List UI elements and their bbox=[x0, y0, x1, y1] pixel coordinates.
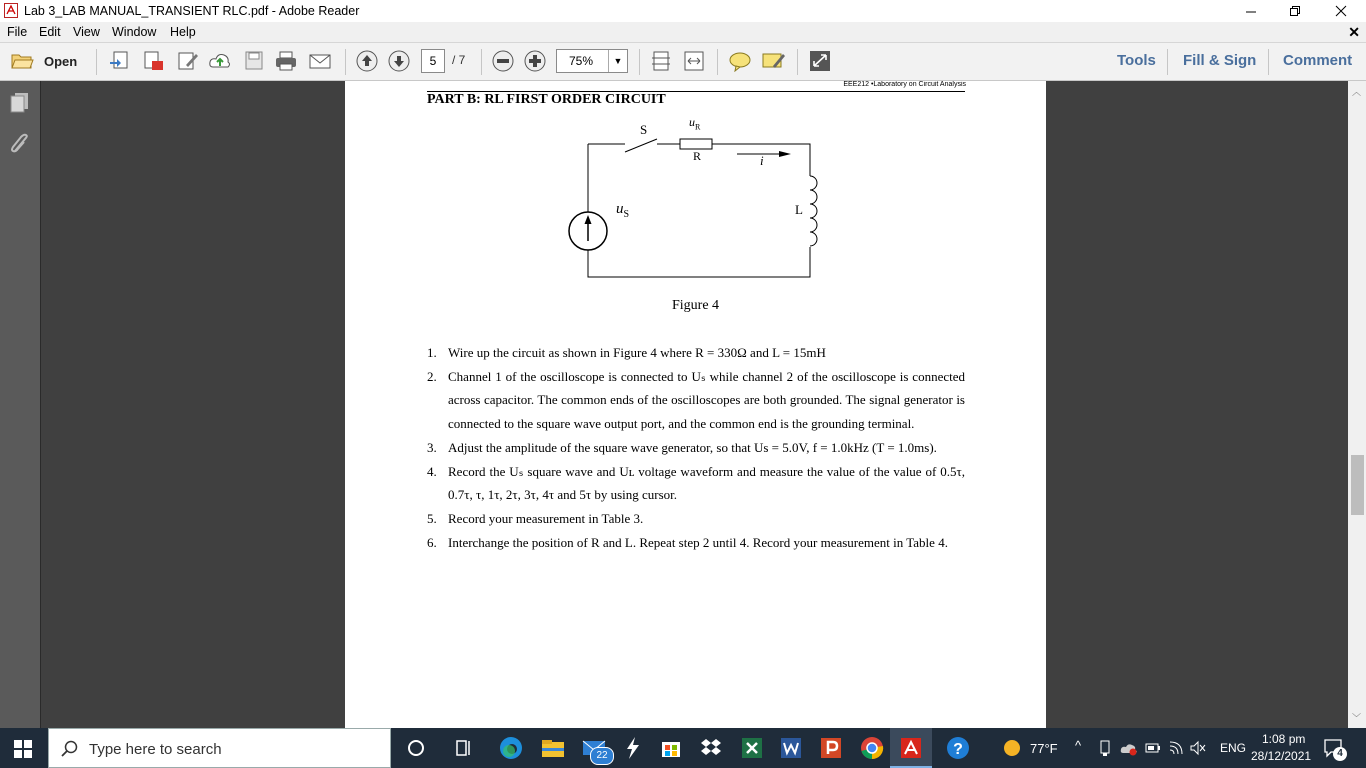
scrollbar-thumb[interactable] bbox=[1351, 455, 1364, 515]
toolbar-separator bbox=[797, 49, 798, 75]
page-total-label: / 7 bbox=[452, 53, 466, 67]
next-page-icon[interactable] bbox=[387, 50, 411, 72]
toolbar-separator bbox=[96, 49, 97, 75]
scroll-down-icon[interactable]: ﹀ bbox=[1352, 713, 1362, 723]
highlight-text-icon[interactable] bbox=[761, 50, 785, 72]
step-text: Record the Uₛ square wave and Uʟ voltage waveform and measure the value of the value of 0.5τ, 0.7τ, τ, 1τ, 2τ, 3τ, 4τ and 5τ by using cursor. bbox=[448, 463, 965, 503]
restore-button[interactable] bbox=[1272, 0, 1318, 22]
switch-label: S bbox=[640, 122, 648, 137]
inductor-symbol bbox=[810, 176, 817, 246]
search-placeholder: Type here to search bbox=[89, 741, 222, 758]
title-bar bbox=[0, 0, 1366, 22]
help-icon[interactable] bbox=[944, 734, 972, 762]
step-number: 2. bbox=[427, 368, 437, 384]
page-thumbnails-icon[interactable] bbox=[9, 91, 31, 113]
vertical-scrollbar[interactable] bbox=[1348, 81, 1366, 728]
close-icon bbox=[1335, 5, 1347, 17]
step-number: 6. bbox=[427, 534, 437, 550]
navigation-pane bbox=[0, 81, 41, 728]
source-voltage-symbol: u bbox=[616, 201, 624, 217]
toolbar-separator bbox=[481, 49, 482, 75]
step-text: Interchange the position of R and L. Repeat step 2 until 4. Record your measurement in Table 4. bbox=[448, 534, 948, 550]
step-number: 3. bbox=[427, 439, 437, 455]
search-icon bbox=[61, 740, 79, 758]
source-voltage-label bbox=[616, 201, 629, 220]
chevron-down-icon[interactable]: ▼ bbox=[608, 50, 627, 72]
svg-text:?: ? bbox=[953, 741, 963, 758]
list-item bbox=[427, 531, 965, 555]
save-icon[interactable] bbox=[242, 50, 266, 72]
onedrive-icon[interactable] bbox=[1120, 740, 1138, 756]
fit-width-icon[interactable] bbox=[682, 50, 706, 72]
edit-pdf-icon[interactable] bbox=[176, 50, 200, 72]
close-window-button[interactable] bbox=[1318, 0, 1364, 22]
attachments-paperclip-icon[interactable] bbox=[9, 133, 31, 155]
current-label: i bbox=[760, 153, 764, 168]
scroll-up-icon[interactable]: ︿ bbox=[1352, 87, 1362, 97]
comment-pane-link[interactable]: Comment bbox=[1283, 52, 1353, 69]
list-item bbox=[427, 365, 965, 436]
zoom-select[interactable] bbox=[556, 49, 628, 73]
powerpoint-icon[interactable] bbox=[817, 734, 845, 762]
weather-temperature[interactable]: 77°F bbox=[1030, 741, 1058, 756]
excel-icon[interactable] bbox=[738, 734, 766, 762]
create-pdf-icon[interactable] bbox=[108, 50, 132, 72]
windows-taskbar bbox=[0, 728, 1366, 768]
previous-page-icon[interactable] bbox=[355, 50, 379, 72]
menu-help[interactable]: Help bbox=[170, 25, 196, 39]
pdf-page bbox=[345, 81, 1046, 728]
menu-view[interactable]: View bbox=[73, 25, 100, 39]
close-document-icon[interactable]: ✕ bbox=[1348, 24, 1360, 40]
minimize-icon bbox=[1245, 5, 1257, 17]
notification-count-badge: 4 bbox=[1333, 747, 1347, 761]
chevron-up-icon[interactable]: ^ bbox=[1075, 738, 1082, 753]
step-text: Record your measurement in Table 3. bbox=[448, 510, 644, 526]
battery-icon[interactable] bbox=[1145, 742, 1161, 754]
list-item bbox=[427, 460, 965, 507]
toolbar-separator bbox=[1268, 49, 1269, 75]
step-text: Adjust the amplitude of the square wave generator, so that Us = 5.0V, f = 1.0kHz (T = 1.0ms). bbox=[448, 439, 937, 455]
clock-date[interactable]: 28/12/2021 bbox=[1251, 749, 1312, 763]
toolbar-separator bbox=[717, 49, 718, 75]
wire bbox=[588, 247, 810, 277]
resistor-label: R bbox=[693, 149, 702, 163]
list-item bbox=[427, 507, 965, 531]
resistor-symbol bbox=[680, 139, 712, 149]
toolbar-separator bbox=[345, 49, 346, 75]
restore-icon bbox=[1289, 5, 1301, 17]
procedure-list bbox=[427, 341, 965, 554]
clock-time[interactable]: 1:08 pm bbox=[1262, 732, 1306, 746]
usb-device-icon[interactable] bbox=[1098, 739, 1112, 757]
section-title: PART B: RL FIRST ORDER CIRCUIT bbox=[427, 92, 666, 107]
weather-sun-icon[interactable] bbox=[1002, 738, 1022, 758]
adobe-reader-app-icon bbox=[4, 3, 18, 18]
fit-page-icon[interactable] bbox=[649, 50, 673, 72]
toolbar-separator bbox=[639, 49, 640, 75]
list-item bbox=[427, 436, 965, 460]
full-screen-icon[interactable] bbox=[808, 50, 832, 72]
speaker-muted-icon[interactable] bbox=[1190, 740, 1206, 756]
task-view-icon[interactable] bbox=[450, 734, 478, 762]
toolbar-separator bbox=[1167, 49, 1168, 75]
wifi-icon[interactable] bbox=[1168, 740, 1184, 756]
inductor-label: L bbox=[795, 202, 803, 217]
step-text: Wire up the circuit as shown in Figure 4 where R = 330Ω and L = 15mH bbox=[448, 345, 826, 360]
step-number: 5. bbox=[427, 510, 437, 526]
cortana-icon[interactable] bbox=[402, 734, 430, 762]
list-item bbox=[427, 341, 965, 365]
switch-blade bbox=[625, 139, 657, 152]
menu-edit[interactable]: Edit bbox=[39, 25, 61, 39]
toolbar bbox=[0, 43, 1366, 81]
step-number: 4. bbox=[427, 463, 437, 479]
resistor-voltage-symbol: u bbox=[689, 115, 695, 129]
step-number: 1. bbox=[427, 345, 437, 360]
open-folder-icon[interactable] bbox=[10, 50, 34, 72]
open-button[interactable]: Open bbox=[44, 54, 78, 69]
minimize-button[interactable] bbox=[1228, 0, 1274, 22]
page-header-text: EEE212 •Laboratory on Circuit Analysis bbox=[843, 81, 966, 88]
chrome-icon[interactable] bbox=[858, 734, 886, 762]
export-pdf-icon[interactable] bbox=[142, 50, 166, 72]
dropbox-icon[interactable] bbox=[697, 734, 725, 762]
adobe-reader-taskbar-icon bbox=[897, 734, 925, 762]
mail-badge: 22 bbox=[590, 747, 614, 765]
document-viewer[interactable] bbox=[41, 81, 1348, 728]
windows-start-icon[interactable] bbox=[14, 740, 32, 758]
zoom-out-icon[interactable] bbox=[491, 50, 515, 72]
input-language[interactable]: ENG bbox=[1220, 741, 1247, 755]
zoom-in-icon[interactable] bbox=[523, 50, 547, 72]
step-text: Channel 1 of the oscilloscope is connected to Uₛ while channel 2 of the oscilloscope is connected across capacitor. The common ends of the oscilloscopes are both grounded. The signal generator is connected to the square wave output port, and the common end is the grounding terminal. bbox=[448, 368, 965, 432]
source-voltage-subscript: S bbox=[623, 209, 630, 220]
comment-bubble-icon[interactable] bbox=[728, 50, 752, 72]
edge-browser-icon[interactable] bbox=[497, 734, 525, 762]
figure-caption: Figure 4 bbox=[672, 298, 720, 313]
zoom-value: 75% bbox=[569, 54, 594, 68]
window-title: Lab 3_LAB MANUAL_TRANSIENT RLC.pdf - Adobe Reader bbox=[24, 4, 360, 18]
file-explorer-icon[interactable] bbox=[539, 734, 567, 762]
current-arrow-head bbox=[779, 151, 791, 157]
page-number-input[interactable]: 5 bbox=[421, 49, 445, 73]
upload-cloud-icon[interactable] bbox=[208, 50, 232, 72]
winamp-lightning-icon[interactable] bbox=[619, 734, 647, 762]
email-icon[interactable] bbox=[308, 50, 332, 72]
word-icon[interactable] bbox=[777, 734, 805, 762]
fill-sign-pane-link[interactable]: Fill & Sign bbox=[1183, 52, 1257, 69]
microsoft-store-icon[interactable] bbox=[657, 734, 685, 762]
rl-circuit-diagram bbox=[545, 111, 835, 291]
tools-pane-link[interactable]: Tools bbox=[1117, 52, 1156, 69]
resistor-voltage-label bbox=[689, 115, 700, 131]
resistor-voltage-subscript: R bbox=[695, 122, 701, 132]
print-icon[interactable] bbox=[274, 50, 298, 72]
menu-window[interactable]: Window bbox=[112, 25, 157, 39]
taskbar-active-app[interactable] bbox=[890, 728, 932, 768]
taskbar-search-box[interactable] bbox=[48, 728, 391, 768]
menu-bar bbox=[0, 22, 1366, 43]
menu-file[interactable]: File bbox=[7, 25, 28, 39]
